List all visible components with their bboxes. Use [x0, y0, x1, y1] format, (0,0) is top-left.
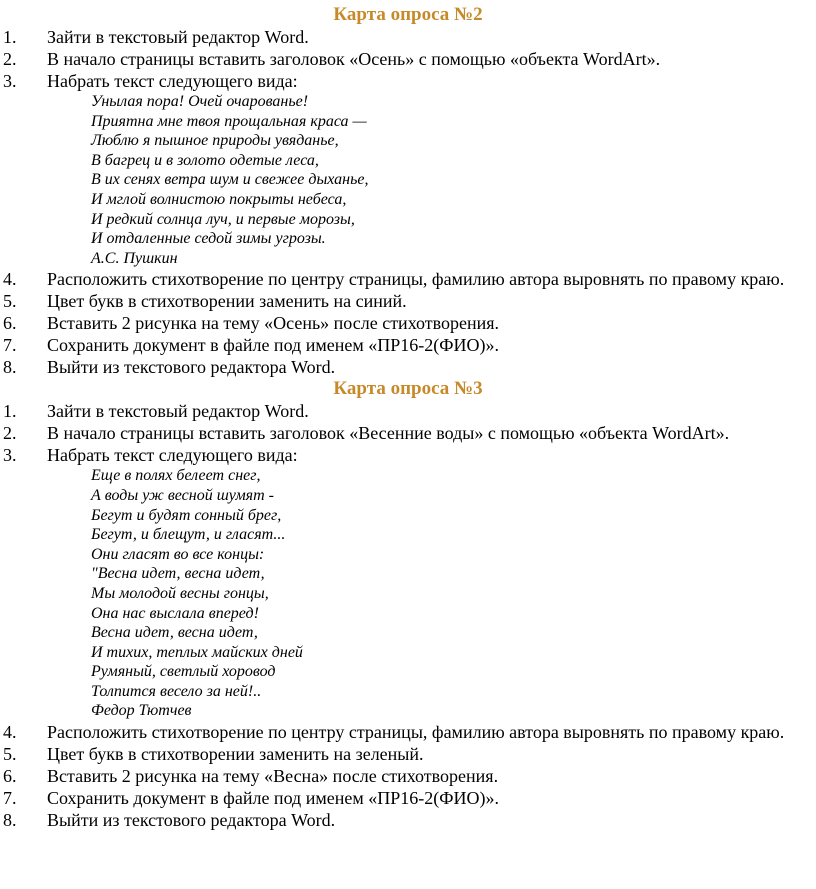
poem-line: Бегут, и блещут, и гласят...	[91, 526, 286, 544]
poem-line: А воды уж весной шумят -	[91, 486, 274, 504]
step-text: В начало страницы вставить заголовок «Осень» с помощью «объекта WordArt».	[47, 49, 661, 69]
poem-line: Толпится весело за ней!..	[91, 682, 262, 700]
step-text: Расположить стихотворение по центру страницы, фамилию автора выровнять по правому краю.	[47, 722, 785, 743]
poem-author: А.С. Пушкин	[91, 249, 178, 267]
poem-line: "Весна идет, весна идет,	[91, 565, 265, 583]
card-2-step-7	[0, 334, 816, 356]
card-3-step-3	[0, 444, 816, 466]
step-text: Цвет букв в стихотворении заменить на зеленый.	[47, 744, 424, 765]
card-2-step-4	[0, 268, 816, 290]
document-page	[0, 4, 816, 831]
step-text: Сохранить документ в файле под именем «ПР16-2(ФИО)».	[47, 335, 499, 356]
step-text: Вставить 2 рисунка на тему «Осень» после стихотворения.	[47, 313, 500, 334]
step-text: Вставить 2 рисунка на тему «Весна» после стихотворения.	[47, 766, 499, 787]
poem-line: Румяный, светлый хоровод	[91, 663, 276, 681]
card-3-poem	[0, 466, 816, 721]
card-3-step-6	[0, 765, 816, 787]
poem-line: Мы молодой весны гонцы,	[91, 584, 269, 602]
step-text: Зайти в текстовый редактор Word.	[47, 27, 309, 47]
step-number: 4.	[3, 269, 17, 290]
step-number: 3.	[3, 71, 17, 91]
step-number: 2.	[3, 49, 17, 69]
card-3-step-8	[0, 809, 816, 831]
step-number: 4.	[3, 722, 17, 743]
card-2-step-5	[0, 290, 816, 312]
card-2-step-6	[0, 312, 816, 334]
poem-line: И отдаленные седой зимы угрозы.	[91, 230, 326, 248]
step-number: 5.	[3, 744, 17, 765]
step-number: 1.	[3, 27, 17, 47]
step-number: 7.	[3, 788, 17, 809]
step-text: Зайти в текстовый редактор Word.	[47, 401, 309, 422]
card-2-step-3	[0, 70, 816, 92]
card-3-step-4	[0, 721, 816, 743]
card-3-step-2	[0, 422, 816, 444]
card-3-step-5	[0, 743, 816, 765]
poem-line: Она нас выслала вперед!	[91, 604, 259, 622]
step-number: 5.	[3, 291, 17, 312]
card-3-step-1	[0, 400, 816, 422]
card-2-step-2	[0, 48, 816, 70]
step-number: 8.	[3, 810, 17, 831]
poem-line: И редкий солнца луч, и первые морозы,	[91, 210, 355, 228]
poem-line: Люблю я пышное природы увяданье,	[91, 132, 339, 150]
step-text: Цвет букв в стихотворении заменить на синий.	[47, 291, 407, 312]
step-number: 7.	[3, 335, 17, 356]
card-2-title: Карта опроса №2	[333, 4, 483, 25]
step-number: 1.	[3, 401, 17, 422]
poem-line: Унылая пора! Очей очарованье!	[91, 93, 309, 110]
step-number: 6.	[3, 766, 17, 787]
step-text: Расположить стихотворение по центру страницы, фамилию автора выровнять по правому краю.	[47, 269, 785, 290]
step-text: Выйти из текстового редактора Word.	[47, 357, 336, 378]
poem-line: Они гласят во все концы:	[91, 545, 265, 563]
card-3-step-7	[0, 787, 816, 809]
step-text: Набрать текст следующего вида:	[47, 71, 298, 91]
step-number: 6.	[3, 313, 17, 334]
step-number: 8.	[3, 357, 17, 378]
card-2-step-1	[0, 26, 816, 48]
poem-line: И мглой волнистою покрыты небеса,	[91, 190, 347, 208]
step-text: В начало страницы вставить заголовок «Весенние воды» с помощью «объекта WordArt».	[47, 423, 730, 444]
card-2-step-8	[0, 356, 816, 378]
step-number: 2.	[3, 423, 17, 444]
step-text: Выйти из текстового редактора Word.	[47, 810, 336, 831]
poem-line: И тихих, теплых майских дней	[91, 643, 303, 661]
step-number: 3.	[3, 445, 17, 466]
step-text: Сохранить документ в файле под именем «ПР16-2(ФИО)».	[47, 788, 499, 809]
poem-author: Федор Тютчев	[91, 702, 192, 720]
poem-line: Приятна мне твоя прощальная краса —	[91, 112, 367, 130]
poem-line: Весна идет, весна идет,	[91, 624, 258, 642]
poem-line: Бегут и будят сонный брег,	[91, 506, 282, 524]
poem-line: В багрец и в золото одетые леса,	[91, 151, 319, 169]
card-3-title: Карта опроса №3	[333, 378, 483, 400]
poem-line: Еще в полях белеет снег,	[91, 467, 261, 485]
card-2-poem	[0, 92, 816, 268]
step-text: Набрать текст следующего вида:	[47, 445, 298, 466]
poem-line: В их сенях ветра шум и свежее дыханье,	[91, 171, 369, 189]
